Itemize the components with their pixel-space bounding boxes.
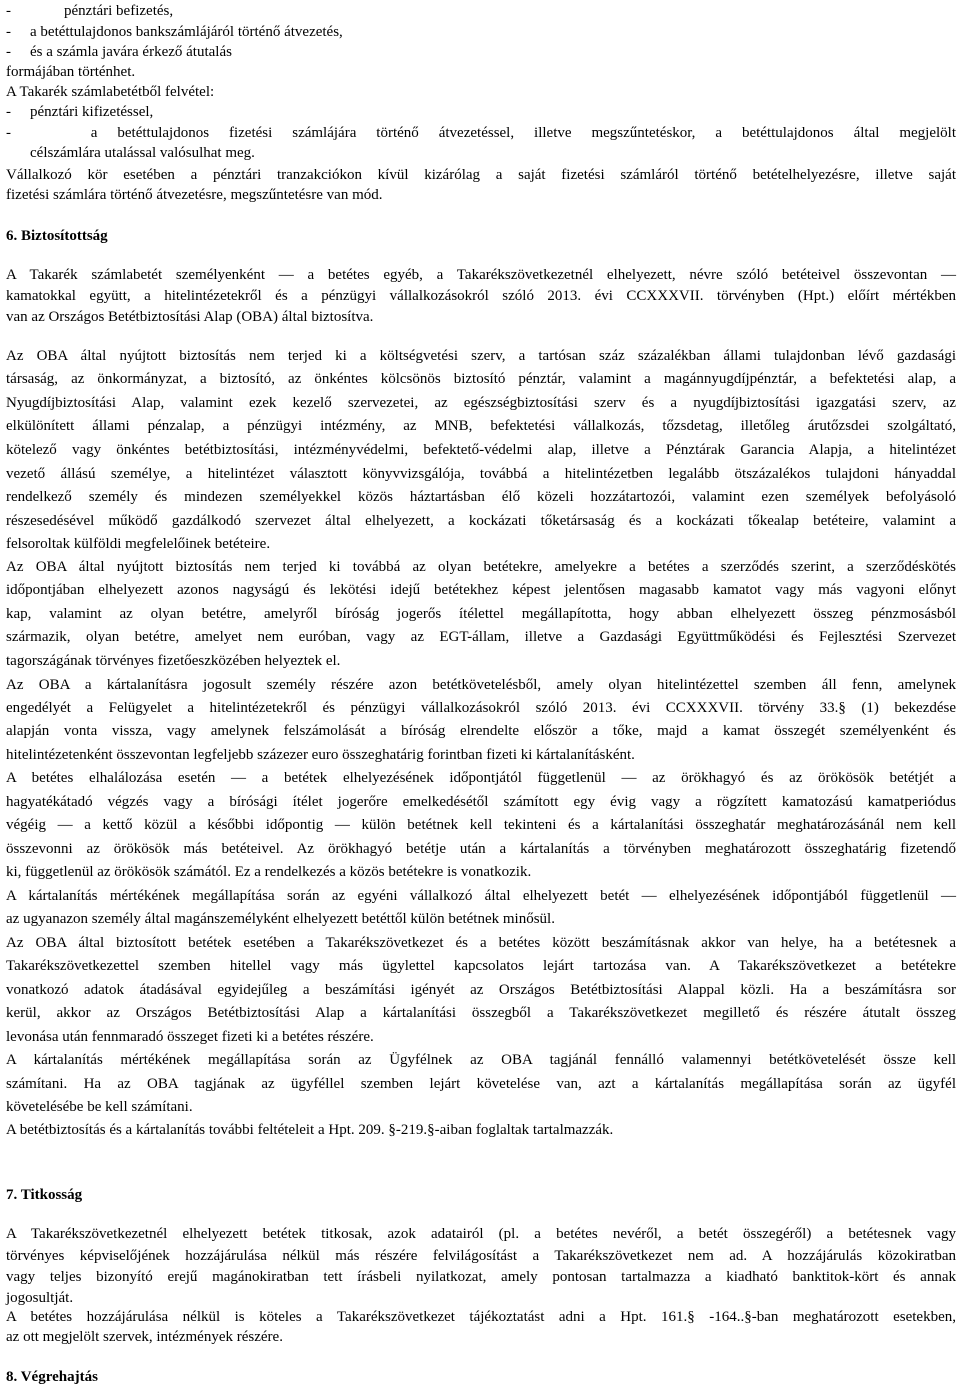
text-line: A Takarékszövetkezetnél elhelyezett betétek titkosak, azok adatairól (pl. a betétes nevéről, a betét összegéről) a betétesnek vagy [6,1226,956,1242]
text-line: időpontjában elhelyezett azonos nagyságú és lekötési idejű betétekhez képest jelentősen magasabb kamatot vagy más vagyoni előnyt [6,582,956,598]
text-line: Az OBA által biztosított betétek esetében a Takarékszövetkezet és a betétes között beszámításnak akkor van helye, ha a betétesnek a [6,935,956,951]
section-heading: 8. Végrehajtás [6,1369,98,1385]
text-line: levonása után fennmaradó összeget fizeti ki a betétes részére. [6,1029,374,1045]
text-line: Az OBA által nyújtott biztosítás nem terjed ki továbbá az olyan betétekre, amelyekre a betétes a szerződés szerint, a szerződéskötés [6,559,956,575]
text-line: rendelkező személy és mindezen személyekkel közös háztartásban élő közeli hozzátartozói, valamint ezen személyek befolyásoló [6,489,956,505]
text-line: A kártalanítás mértékének megállapítása során az egyéni vállalkozó által elhelyezett betét ― elhelyezésének időpontjából függetlenül ― [6,888,956,904]
text-line: származik, olyan betétre, amelyet nem euróban, vagy az EGT-állam, illetve a Gazdasági Együttműködési és Fejlesztési Szervezet [6,629,956,645]
section-heading: 7. Titkosság [6,1187,83,1203]
text-line: van az Országos Betétbiztosítási Alap (OBA) által biztosítva. [6,309,374,325]
text-line: felsoroltak külföldi megfelelőinek betéteire. [6,536,271,552]
text-line: hagyatékátadó végzés vagy a bírósági ítélet jogerőre emelkedésétől számított egy évig vagy a rögzített kamatozású kamatperiódus [6,794,956,810]
list-item: - a betéttulajdonos fizetési számlájára történő átvezetéssel, illetve megszűntetéskor, a betéttulajdonos által megjelölt [6,125,956,141]
text-line: kötelező vagy önkéntes betétbiztosítási, intézményvédelmi, befektető-védelmi alap, illetve a Pénztárak Garancia Alapja, a hitelintézet [6,442,956,458]
text-line: A Takarék számlabetétből felvétel: [6,84,215,100]
text-line: A betétes hozzájárulása nélkül is köteles a Takarékszövetkezet tájékoztatást adni a Hpt. 161.§ -164..§-ban meghatározott esetekben, [6,1309,956,1325]
text-line: társaság, az önkormányzat, a biztosító, az önkéntes kölcsönös biztosító pénztár, valamint a magánnyugdíjpénztár, a befektetési alap, a [6,371,956,387]
text-line: vezető állású személye, a hitelintézet választott könyvvizsgálója, továbbá a hitelintézetben legalább ötszázalékos tulajdoni hányaddal [6,466,956,482]
text-line: formájában történhet. [6,64,136,80]
text-line: kerül, akkor az Országos Betétbiztosítási Alap a kártalanítási összegből a Takarékszövetkezet megillető és részére átutalt összeg [6,1005,956,1021]
text-line: összevonni az örökösök más betéteivel. Az örökhagyó betétje után a kártalanítás a törvényben meghatározott összeghatárig fizetendő [6,841,956,857]
text-line: A betétbiztosítás és a kártalanítás további feltételeit a Hpt. 209. §-219.§-aiban foglaltak tartalmazzák. [6,1122,614,1138]
text-line: Takarékszövetkezettel szemben hitellel vagy más ügylettel kapcsolatos lejárt tartozása van. A Takarékszövetkezet a betétekre [6,958,956,974]
text-line: vagy teljes bizonyító erejű magánokiratban tett írásbeli nyilatkozat, amely pontosan tartalmazza a kiadható banktitok-kört és annak [6,1269,956,1285]
text-line: kamatokkal együtt, a hitelintézetekről és a pénzügyi vállalkozásokról szóló 2013. évi CCXXXVII. törvényben (Hpt.) előírt mértékben [6,288,956,304]
text-line: követelésébe be kell számítani. [6,1099,193,1115]
text-line: számítani. Ha az OBA tagjának az ügyféllel szemben lejárt követelése van, azt a kártalanítás megállapítása során az ügyfél [6,1076,956,1092]
text-line: törvényes képviselőjének hozzájárulása nélkül más részére felvilágosítást a Takarékszövetkezet nem ad. A hozzájárulás közokiratban [6,1248,956,1264]
text-line: Vállalkozó kör esetében a pénztári tranzakciókon kívül kizárólag a saját fizetési számláról történő betételhelyezésre, illetve saját [6,167,956,183]
text-line: fizetési számlára történő átvezetésre, megszűntetésre van mód. [6,187,383,203]
text-line: Az OBA által nyújtott biztosítás nem terjed ki a költségvetési szerv, a tartósan száz százalékban állami tulajdonban lévő gazdasági [6,348,956,364]
text-line: részesedésével működő gazdálkodó szervezet által elhelyezett, a kockázati tőketársaság és a kockázati tőkealap betéteire, valamint a [6,513,956,529]
text-line: elkülönített állami pénzalap, a pénzügyi intézmény, az MNB, befektetési vállalkozás, tőzsdetag, illetőleg árutőzsdei szolgáltató, [6,418,956,434]
text-line: A Takarék számlabetét személyenként ― a betétes egyéb, a Takarékszövetkezetnél elhelyezett, névre szóló betéteivel összevontan ― [6,267,956,283]
text-line: ki, függetlenül az örökösök számától. Ez a rendelkezés a közös betétekre is vonatkozik. [6,864,532,880]
text-line: alapján vonta vissza, vagy amelynek felszámolását a bíróság elrendelte először a tőke, majd a kamat összegét személyenként és [6,723,956,739]
text-line: engedélyét a Felügyelet a hitelintézetekről és pénzügyi vállalkozásokról szóló 2013. évi CCXXXVII. törvény 33.§ (1) bekezdése [6,700,956,716]
text-line: Az OBA a kártalanításra jogosult személy részére azon betétkövetelésből, amely olyan hitelintézettel szemben áll fenn, amelynek [6,677,956,693]
text-line: az ugyanazon személy által magánszemélyként elhelyezett betéttől külön betétnek minősül. [6,911,555,927]
text-line: jogosultját. [6,1290,74,1306]
text-line: tagországának törvényes fizetőeszközében helyeztek el. [6,653,341,669]
text-line: A betétes elhalálozása esetén ― a betétek elhelyezésének időpontjától függetlenül ― az örökhagyó és az örökösök betétjét a [6,770,956,786]
text-line: végéig ― a kettő közül a későbbi időpontig ― külön betétnek kell tekinteni és a kártalanítási összeghatár meghatározásánál nem kell [6,817,956,833]
text-line: az ott megjelölt szervek, intézmények részére. [6,1329,283,1345]
text-line: célszámlára utalással valósulhat meg. [30,145,255,161]
section-heading: 6. Biztosítottság [6,228,108,244]
text-line: hitelintézetenként összevontan legfeljebb százezer euro összeghatárig forintban fizeti ki kártalanításként. [6,747,635,763]
text-line: vonatkozó adatok átadásával egyidejűleg a beszámítási igényét az Országos Betétbiztosítási Alappal közli. Ha a beszámításra sor [6,982,956,998]
text-line: Nyugdíjbiztosítási Alap, valamint ezek kezelő szervezetei, az egészségbiztosítási szerv és a nyugdíjbiztosítási igazgatási szerv, az [6,395,956,411]
text-line: kap, valamint az olyan betétre, amelyről bíróság jogerős ítélettel megállapította, hogy abban elhelyezett összeg pénzmosásból [6,606,956,622]
text-line: A kártalanítás mértékének megállapítása során az Ügyfélnek az OBA tagjánál fennálló valamennyi betétkövetelését össze kell [6,1052,956,1068]
